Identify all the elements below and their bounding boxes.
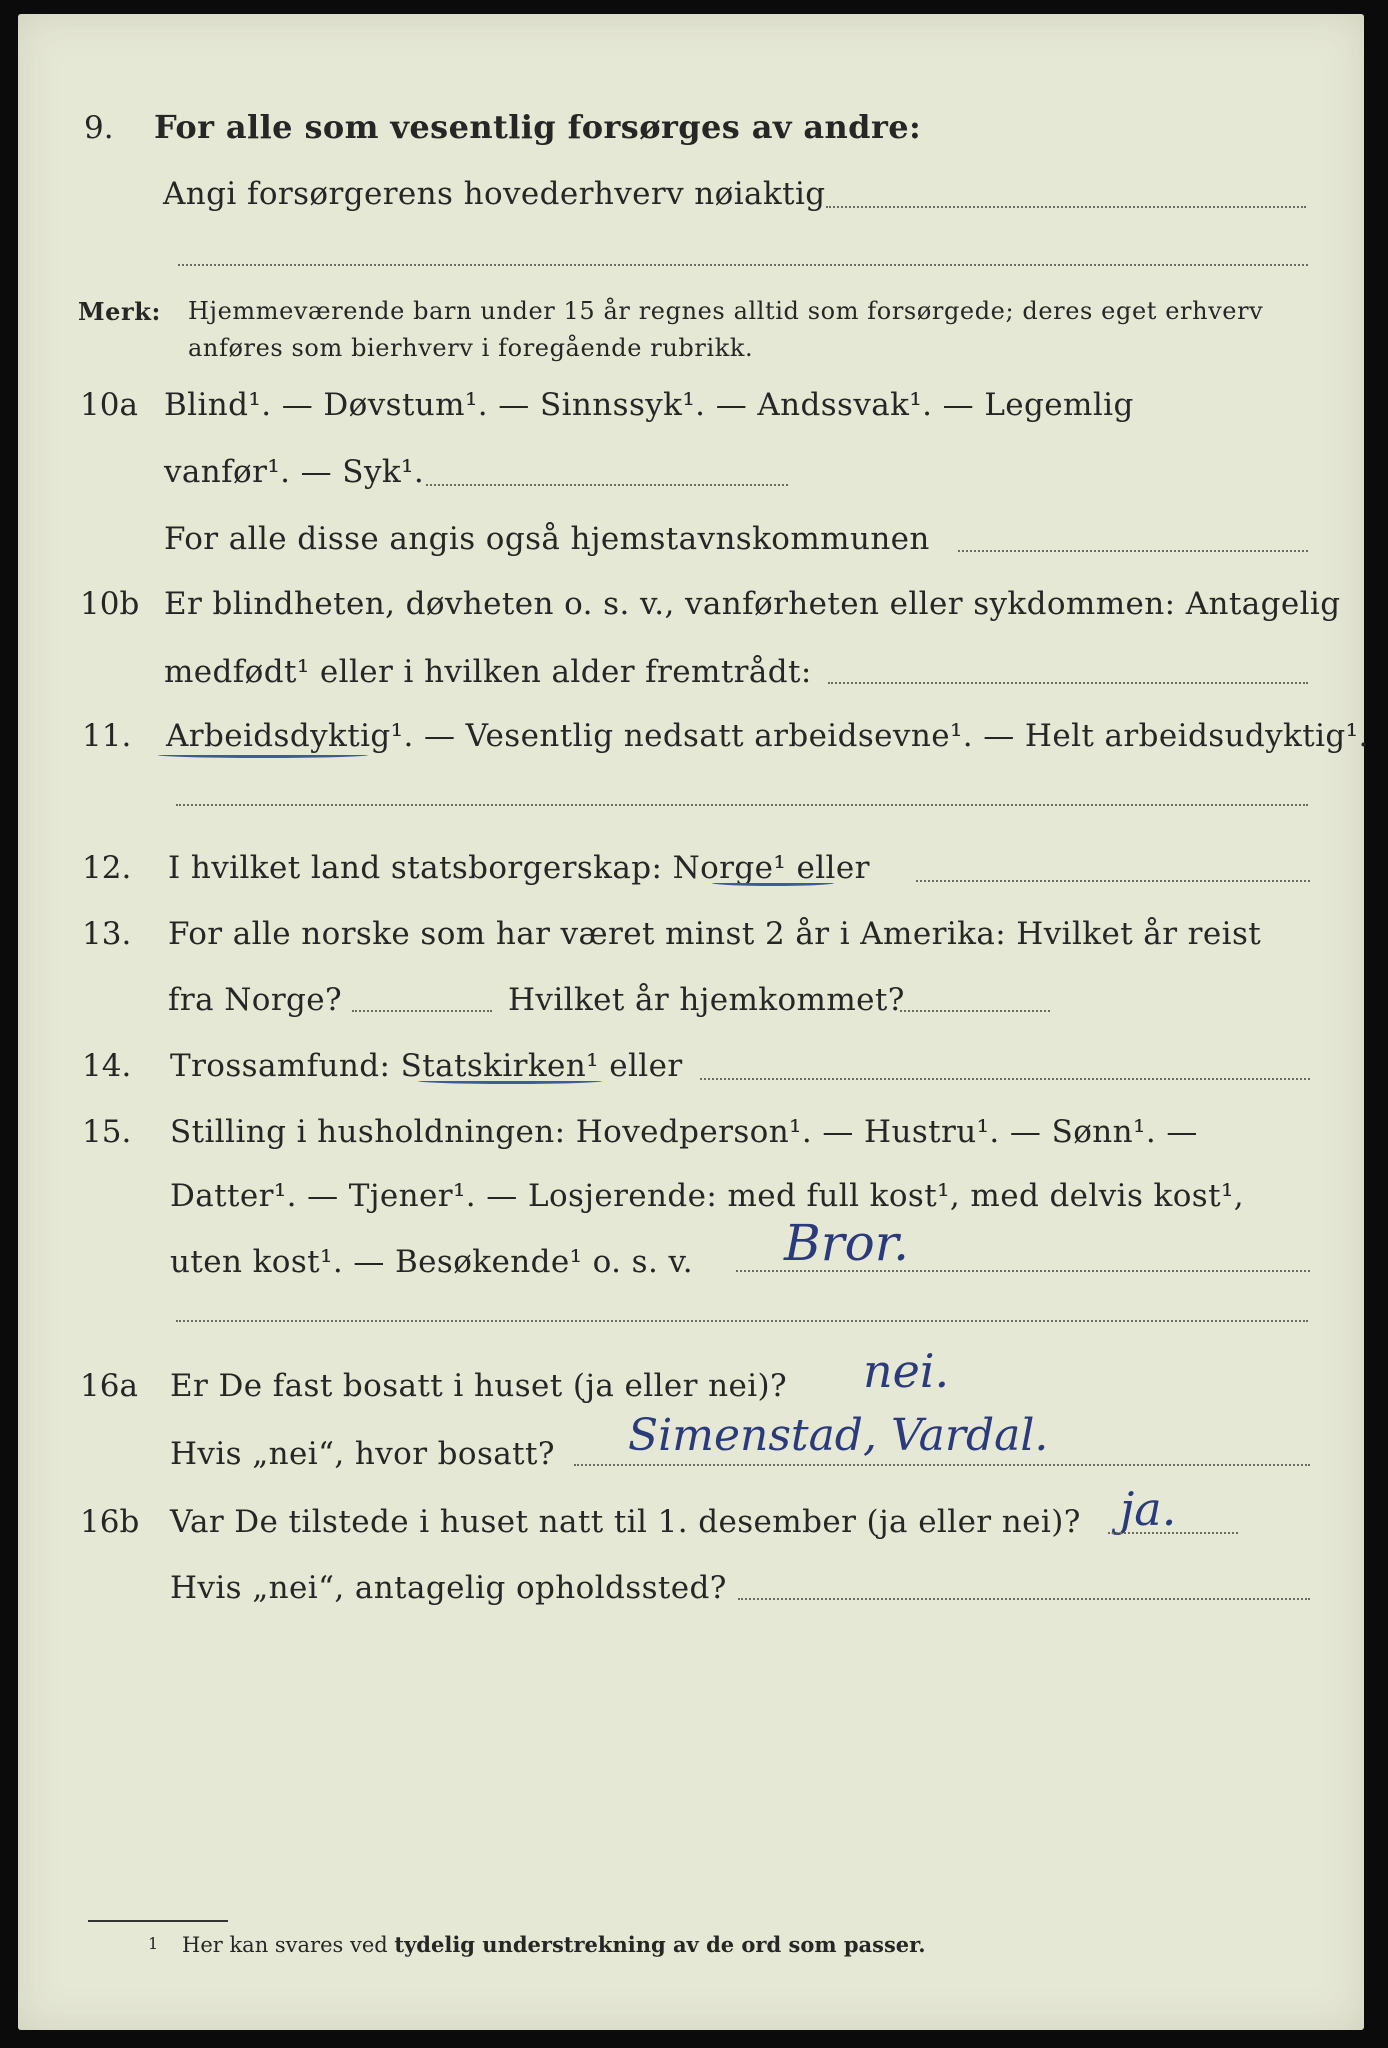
q16a-line2: Hvis „nei“, hvor bosatt? xyxy=(170,1436,555,1472)
q14-number: 14. xyxy=(82,1048,132,1084)
q11-number: 11. xyxy=(82,718,132,754)
merk-line2: anføres som bierhverv i foregående rubrikk. xyxy=(188,334,754,362)
q16a-field[interactable] xyxy=(574,1464,1310,1466)
q16b-opholdssted-field[interactable] xyxy=(738,1598,1310,1600)
q16b-line1: Var De tilstede i huset natt til 1. desember (ja eller nei)? xyxy=(170,1504,1081,1540)
q16a-line1: Er De fast bosatt i huset (ja eller nei)? xyxy=(170,1368,788,1404)
q15-line2: Datter¹. — Tjener¹. — Losjerende: med full kost¹, med delvis kost¹, xyxy=(170,1178,1245,1214)
q9-answer-field[interactable] xyxy=(826,206,1306,208)
q10b-number: 10b xyxy=(80,586,140,622)
q16b-handwritten-answer1: ja. xyxy=(1120,1482,1177,1536)
q11-line1: Arbeidsdyktig¹. — Vesentlig nedsatt arbeidsevne¹. — Helt arbeidsudyktig¹. xyxy=(166,718,1369,754)
q16a-handwritten-answer1: nei. xyxy=(863,1344,950,1398)
q9-title: For alle som vesentlig forsørges av andre: xyxy=(154,108,922,146)
footnote-text-b: tydelig understrekning av de ord som passer. xyxy=(394,1932,926,1957)
q10a-kommune-field[interactable] xyxy=(958,550,1308,552)
q11-field[interactable] xyxy=(176,804,1308,806)
q14-field[interactable] xyxy=(700,1078,1310,1080)
q15-line1: Stilling i husholdningen: Hovedperson¹. — Hustru¹. — Sønn¹. — xyxy=(170,1114,1198,1150)
q16a-handwritten-answer2: Simenstad, Vardal. xyxy=(628,1410,1049,1461)
q13-line2a: fra Norge? xyxy=(168,982,343,1018)
q13-hjemkommet-field[interactable] xyxy=(900,1010,1050,1012)
q10a-syk-field[interactable] xyxy=(426,484,788,486)
q9-text: Angi forsørgerens hovederhverv nøiaktig xyxy=(163,176,826,212)
q12-number: 12. xyxy=(82,850,132,886)
q10b-line2: medfødt¹ eller i hvilken alder fremtrådt: xyxy=(164,654,812,690)
q15-number: 15. xyxy=(82,1114,132,1150)
q9-number: 9. xyxy=(84,110,114,146)
footnote-mark: 1 xyxy=(148,1934,159,1953)
q13-reist-field[interactable] xyxy=(352,1010,492,1012)
q16b-number: 16b xyxy=(80,1504,140,1540)
q14-underline-mark xyxy=(418,1078,602,1084)
q14-line1: Trossamfund: Statskirken¹ eller xyxy=(170,1048,683,1084)
footnote-text-a: Her kan svares ved xyxy=(182,1933,388,1957)
q11-underline-mark xyxy=(158,752,368,758)
q13-line1: For alle norske som har været minst 2 år i Amerika: Hvilket år reist xyxy=(168,916,1262,952)
merk-line1: Hjemmeværende barn under 15 år regnes alltid som forsørgede; deres eget erhverv xyxy=(188,297,1264,325)
q9-answer-field-2[interactable] xyxy=(178,264,1308,266)
q10b-field[interactable] xyxy=(828,682,1308,684)
q13-number: 13. xyxy=(82,916,132,952)
q15-handwritten-answer: Bror. xyxy=(784,1214,910,1272)
q10b-line1: Er blindheten, døvheten o. s. v., vanførheten eller sykdommen: Antagelig xyxy=(164,586,1341,622)
q16b-line2: Hvis „nei“, antagelig opholdssted? xyxy=(170,1570,727,1606)
q10a-number: 10a xyxy=(80,387,138,423)
q10a-line2: vanfør¹. — Syk¹. xyxy=(164,454,425,490)
q12-field[interactable] xyxy=(916,880,1310,882)
q12-line1: I hvilket land statsborgerskap: Norge¹ eller xyxy=(168,850,870,886)
merk-label: Merk: xyxy=(78,297,161,326)
q10a-line1: Blind¹. — Døvstum¹. — Sinnssyk¹. — Andssvak¹. — Legemlig xyxy=(164,387,1134,423)
q16a-number: 16a xyxy=(80,1368,138,1404)
q13-line2b: Hvilket år hjemkommet? xyxy=(508,982,905,1018)
footnote-text xyxy=(182,1932,926,1957)
q15-line3: uten kost¹. — Besøkende¹ o. s. v. xyxy=(170,1244,693,1280)
q15-field-2[interactable] xyxy=(176,1320,1308,1322)
census-form-page xyxy=(18,14,1369,2030)
footnote-rule xyxy=(88,1920,228,1922)
q16b-field[interactable] xyxy=(1108,1532,1238,1534)
q10a-line3: For alle disse angis også hjemstavnskommunen xyxy=(164,521,930,557)
q12-underline-mark xyxy=(712,880,834,886)
